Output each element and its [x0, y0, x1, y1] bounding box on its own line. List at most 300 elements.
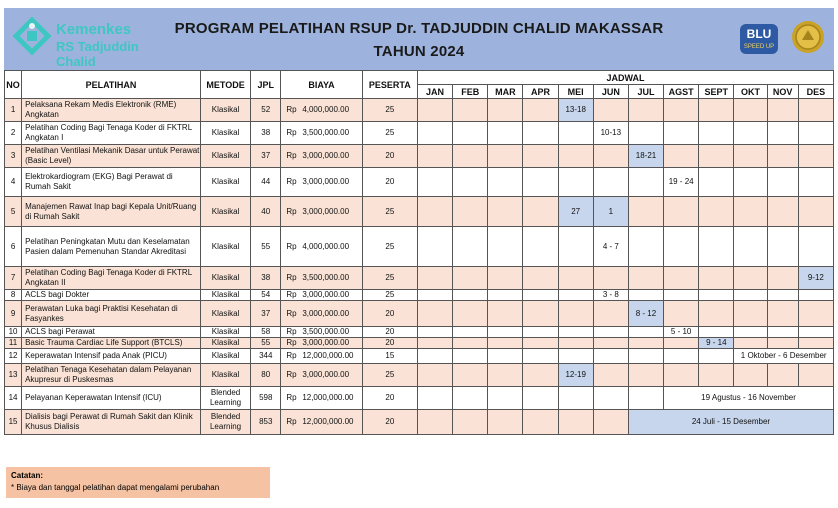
header-jadwal: JADWAL: [417, 71, 833, 85]
schedule-empty-cell: [798, 168, 833, 197]
logo-kemenkes-text: Kemenkes: [56, 21, 132, 38]
schedule-empty-cell: [734, 227, 767, 267]
participant-count: 20: [362, 387, 417, 410]
schedule-empty-cell: [798, 338, 833, 349]
participant-count: 25: [362, 267, 417, 290]
schedule-empty-cell: [523, 338, 558, 349]
schedule-empty-cell: [417, 338, 452, 349]
page-subtitle-year: TAHUN 2024: [373, 43, 465, 60]
schedule-empty-cell: [628, 387, 663, 410]
schedule-empty-cell: [664, 122, 699, 145]
schedule-empty-cell: [417, 410, 452, 435]
schedule-empty-cell: [664, 145, 699, 168]
schedule-empty-cell: [767, 338, 798, 349]
schedule-empty-cell: [699, 122, 734, 145]
training-jpl: 58: [251, 327, 281, 338]
schedule-empty-cell: [734, 145, 767, 168]
schedule-empty-cell: [558, 122, 593, 145]
training-name: Pelatihan Peningkatan Mutu dan Keselamatan Pasien dalam Pemenuhan Standar Akreditasi: [22, 227, 201, 267]
schedule-empty-cell: [453, 410, 488, 435]
schedule-date-cell: 27: [558, 197, 593, 227]
row-number: 13: [5, 364, 22, 387]
schedule-date-cell: 18-21: [628, 145, 663, 168]
currency-label: Rp: [286, 273, 297, 282]
schedule-empty-cell: [699, 349, 734, 364]
participant-count: 20: [362, 168, 417, 197]
schedule-empty-cell: [798, 327, 833, 338]
schedule-empty-cell: [664, 349, 699, 364]
row-number: 12: [5, 349, 22, 364]
schedule-empty-cell: [734, 301, 767, 327]
schedule-empty-cell: [664, 364, 699, 387]
table-row: [5, 122, 834, 145]
cost-amount: 12,000,000.00: [302, 417, 354, 426]
participant-count: 15: [362, 349, 417, 364]
schedule-empty-cell: [664, 290, 699, 301]
schedule-empty-cell: [699, 364, 734, 387]
header-metode: METODE: [200, 71, 250, 99]
schedule-range-bar: 24 Juli - 15 Desember: [628, 410, 833, 435]
schedule-empty-cell: [628, 267, 663, 290]
schedule-empty-cell: [593, 410, 628, 435]
schedule-empty-cell: [593, 145, 628, 168]
currency-label: Rp: [286, 338, 297, 347]
schedule-empty-cell: [488, 338, 523, 349]
notes-text: * Biaya dan tanggal pelatihan dapat mengalami perubahan: [11, 483, 220, 492]
training-cost: [281, 364, 362, 387]
training-cost: [281, 99, 362, 122]
schedule-empty-cell: [699, 327, 734, 338]
schedule-empty-cell: [628, 197, 663, 227]
schedule-empty-cell: [523, 387, 558, 410]
training-method: Klasikal: [200, 301, 250, 327]
training-name: Pelatihan Coding Bagi Tenaga Koder di FKTRL Angkatan II: [22, 267, 201, 290]
participant-count: 25: [362, 290, 417, 301]
row-number: 1: [5, 99, 22, 122]
training-cost: [281, 338, 362, 349]
schedule-date-cell: 12-19: [558, 364, 593, 387]
schedule-empty-cell: [523, 290, 558, 301]
schedule-empty-cell: [453, 349, 488, 364]
schedule-date-cell: 9 - 14: [699, 338, 734, 349]
schedule-empty-cell: [453, 168, 488, 197]
schedule-empty-cell: [734, 197, 767, 227]
training-jpl: 40: [251, 197, 281, 227]
training-name: Keperawatan Intensif pada Anak (PICU): [22, 349, 201, 364]
schedule-empty-cell: [798, 364, 833, 387]
schedule-range-bar: 1 Oktober - 6 Desember: [734, 349, 834, 364]
schedule-empty-cell: [767, 122, 798, 145]
schedule-empty-cell: [523, 197, 558, 227]
training-jpl: 52: [251, 99, 281, 122]
schedule-empty-cell: [488, 122, 523, 145]
month-header: FEB: [453, 85, 488, 99]
schedule-date-cell: 1: [593, 197, 628, 227]
row-number: 15: [5, 410, 22, 435]
schedule-empty-cell: [734, 168, 767, 197]
cost-amount: 4,000,000.00: [302, 241, 350, 251]
notes-title: Catatan:: [11, 471, 44, 480]
schedule-empty-cell: [734, 267, 767, 290]
schedule-empty-cell: [417, 99, 452, 122]
training-method: Klasikal: [200, 122, 250, 145]
schedule-empty-cell: [417, 145, 452, 168]
month-header: DES: [798, 85, 833, 99]
schedule-empty-cell: [558, 227, 593, 267]
training-name: Pelatihan Coding Bagi Tenaga Koder di FKTRL Angkatan I: [22, 122, 201, 145]
row-number: 7: [5, 267, 22, 290]
cost-amount: 3,000,000.00: [302, 370, 350, 379]
schedule-date-cell: 19 - 24: [664, 168, 699, 197]
participant-count: 25: [362, 122, 417, 145]
schedule-empty-cell: [798, 99, 833, 122]
schedule-empty-cell: [593, 387, 628, 410]
cost-amount: 3,000,000.00: [302, 151, 350, 160]
schedule-empty-cell: [664, 99, 699, 122]
schedule-date-cell: 8 - 12: [628, 301, 663, 327]
training-method: Klasikal: [200, 227, 250, 267]
participant-count: 25: [362, 227, 417, 267]
schedule-empty-cell: [417, 122, 452, 145]
month-header: NOV: [767, 85, 798, 99]
training-cost: [281, 267, 362, 290]
schedule-empty-cell: [558, 301, 593, 327]
schedule-empty-cell: [593, 338, 628, 349]
header-jpl: JPL: [251, 71, 281, 99]
schedule-empty-cell: [417, 227, 452, 267]
participant-count: 20: [362, 327, 417, 338]
schedule-empty-cell: [558, 327, 593, 338]
currency-label: Rp: [286, 393, 297, 402]
schedule-empty-cell: [699, 197, 734, 227]
table-row: [5, 410, 834, 435]
training-method: Klasikal: [200, 197, 250, 227]
table-row: [5, 99, 834, 122]
schedule-empty-cell: [699, 267, 734, 290]
month-header: JUL: [628, 85, 663, 99]
schedule-empty-cell: [767, 301, 798, 327]
schedule-empty-cell: [664, 301, 699, 327]
schedule-empty-cell: [767, 290, 798, 301]
schedule-empty-cell: [488, 301, 523, 327]
table-row: [5, 168, 834, 197]
schedule-empty-cell: [558, 168, 593, 197]
schedule-date-cell: 5 - 10: [664, 327, 699, 338]
training-cost: [281, 327, 362, 338]
participant-count: 20: [362, 338, 417, 349]
training-schedule-table: [4, 70, 834, 435]
schedule-empty-cell: [453, 364, 488, 387]
schedule-empty-cell: [488, 349, 523, 364]
training-cost: [281, 145, 362, 168]
schedule-empty-cell: [488, 227, 523, 267]
training-jpl: 54: [251, 290, 281, 301]
schedule-empty-cell: [417, 364, 452, 387]
schedule-empty-cell: [488, 168, 523, 197]
table-row: [5, 387, 834, 410]
schedule-empty-cell: [767, 364, 798, 387]
schedule-range-bar: 19 Agustus - 16 November: [664, 387, 834, 410]
training-cost: [281, 168, 362, 197]
schedule-empty-cell: [593, 364, 628, 387]
schedule-empty-cell: [523, 410, 558, 435]
schedule-date-cell: 13-18: [558, 99, 593, 122]
row-number: 8: [5, 290, 22, 301]
schedule-empty-cell: [734, 99, 767, 122]
schedule-empty-cell: [523, 227, 558, 267]
currency-label: Rp: [286, 128, 297, 137]
participant-count: 25: [362, 364, 417, 387]
cost-amount: 4,000,000.00: [302, 105, 350, 114]
schedule-empty-cell: [767, 227, 798, 267]
schedule-empty-cell: [628, 168, 663, 197]
schedule-date-cell: 3 - 8: [593, 290, 628, 301]
training-method: Klasikal: [200, 99, 250, 122]
schedule-date-cell: 4 - 7: [593, 227, 628, 267]
schedule-empty-cell: [593, 349, 628, 364]
schedule-empty-cell: [734, 364, 767, 387]
training-cost: [281, 197, 362, 227]
schedule-empty-cell: [488, 327, 523, 338]
schedule-empty-cell: [417, 387, 452, 410]
participant-count: 20: [362, 301, 417, 327]
schedule-empty-cell: [417, 301, 452, 327]
schedule-empty-cell: [488, 364, 523, 387]
training-name: ACLS bagi Perawat: [22, 327, 201, 338]
schedule-empty-cell: [417, 290, 452, 301]
row-number: 10: [5, 327, 22, 338]
schedule-empty-cell: [417, 349, 452, 364]
currency-label: Rp: [286, 241, 297, 251]
training-cost: [281, 387, 362, 410]
training-name: Pelayanan Keperawatan Intensif (ICU): [22, 387, 201, 410]
schedule-empty-cell: [558, 267, 593, 290]
schedule-empty-cell: [664, 227, 699, 267]
header-band: [4, 8, 834, 70]
table-row: [5, 364, 834, 387]
training-jpl: 55: [251, 338, 281, 349]
training-jpl: 37: [251, 145, 281, 168]
currency-label: Rp: [286, 105, 297, 114]
cost-amount: 3,500,000.00: [302, 128, 350, 137]
blu-logo: [740, 24, 778, 54]
currency-label: Rp: [286, 151, 297, 160]
schedule-empty-cell: [699, 301, 734, 327]
training-name: Pelaksana Rekam Medis Elektronik (RME) Angkatan: [22, 99, 201, 122]
training-jpl: 38: [251, 122, 281, 145]
row-number: 6: [5, 227, 22, 267]
schedule-empty-cell: [628, 290, 663, 301]
schedule-empty-cell: [628, 122, 663, 145]
schedule-empty-cell: [593, 267, 628, 290]
month-header: JAN: [417, 85, 452, 99]
training-jpl: 38: [251, 267, 281, 290]
cost-amount: 3,500,000.00: [302, 327, 350, 336]
training-jpl: 37: [251, 301, 281, 327]
row-number: 14: [5, 387, 22, 410]
schedule-empty-cell: [558, 338, 593, 349]
schedule-empty-cell: [453, 301, 488, 327]
schedule-empty-cell: [558, 290, 593, 301]
participant-count: 25: [362, 99, 417, 122]
schedule-empty-cell: [558, 387, 593, 410]
schedule-empty-cell: [523, 267, 558, 290]
schedule-empty-cell: [767, 99, 798, 122]
table-row: [5, 290, 834, 301]
schedule-empty-cell: [558, 145, 593, 168]
schedule-empty-cell: [628, 349, 663, 364]
training-cost: [281, 122, 362, 145]
currency-label: Rp: [286, 177, 297, 186]
logo-hospital-text: RS Tadjuddin Chalid: [56, 39, 139, 69]
schedule-empty-cell: [523, 145, 558, 168]
currency-label: Rp: [286, 327, 297, 336]
row-number: 5: [5, 197, 22, 227]
training-method: Klasikal: [200, 338, 250, 349]
schedule-empty-cell: [664, 197, 699, 227]
month-header: MEI: [558, 85, 593, 99]
schedule-empty-cell: [628, 99, 663, 122]
schedule-empty-cell: [417, 197, 452, 227]
table-row: [5, 338, 834, 349]
schedule-empty-cell: [628, 364, 663, 387]
cost-amount: 3,500,000.00: [302, 273, 350, 282]
training-name: Dialisis bagi Perawat di Rumah Sakit dan Klinik Khusus Dialisis: [22, 410, 201, 435]
schedule-empty-cell: [734, 338, 767, 349]
schedule-empty-cell: [523, 364, 558, 387]
training-cost: [281, 410, 362, 435]
schedule-empty-cell: [767, 327, 798, 338]
schedule-empty-cell: [523, 168, 558, 197]
schedule-empty-cell: [417, 168, 452, 197]
schedule-empty-cell: [798, 301, 833, 327]
table-row: [5, 267, 834, 290]
month-header: SEPT: [699, 85, 734, 99]
schedule-empty-cell: [798, 145, 833, 168]
schedule-empty-cell: [664, 338, 699, 349]
schedule-empty-cell: [699, 227, 734, 267]
training-method: Klasikal: [200, 168, 250, 197]
currency-label: Rp: [286, 417, 297, 426]
schedule-empty-cell: [488, 267, 523, 290]
training-cost: [281, 349, 362, 364]
schedule-empty-cell: [453, 327, 488, 338]
training-method: Klasikal: [200, 327, 250, 338]
currency-label: Rp: [286, 290, 297, 299]
training-cost: [281, 290, 362, 301]
schedule-empty-cell: [488, 197, 523, 227]
medal-icon: [791, 20, 825, 54]
schedule-empty-cell: [558, 349, 593, 364]
schedule-empty-cell: [593, 99, 628, 122]
training-jpl: 80: [251, 364, 281, 387]
schedule-empty-cell: [798, 122, 833, 145]
header-biaya: BIAYA: [281, 71, 362, 99]
training-jpl: 598: [251, 387, 281, 410]
row-number: 2: [5, 122, 22, 145]
schedule-empty-cell: [767, 267, 798, 290]
blu-logo-subtext: SPEED UP: [743, 44, 775, 50]
schedule-empty-cell: [767, 168, 798, 197]
schedule-empty-cell: [593, 168, 628, 197]
cost-amount: 3,000,000.00: [302, 308, 350, 318]
schedule-empty-cell: [628, 338, 663, 349]
schedule-empty-cell: [767, 145, 798, 168]
schedule-empty-cell: [488, 290, 523, 301]
schedule-empty-cell: [593, 301, 628, 327]
schedule-empty-cell: [628, 327, 663, 338]
table-row: [5, 349, 834, 364]
schedule-empty-cell: [488, 410, 523, 435]
schedule-empty-cell: [453, 267, 488, 290]
schedule-empty-cell: [453, 145, 488, 168]
table-row: [5, 197, 834, 227]
table-row: [5, 145, 834, 168]
training-method: Klasikal: [200, 145, 250, 168]
schedule-empty-cell: [798, 197, 833, 227]
schedule-empty-cell: [523, 349, 558, 364]
training-name: ACLS bagi Dokter: [22, 290, 201, 301]
schedule-empty-cell: [664, 267, 699, 290]
participant-count: 20: [362, 145, 417, 168]
schedule-empty-cell: [699, 168, 734, 197]
training-name: Elektrokardiogram (EKG) Bagi Perawat di Rumah Sakit: [22, 168, 201, 197]
cost-amount: 3,000,000.00: [302, 177, 350, 186]
currency-label: Rp: [286, 308, 297, 318]
blu-logo-text: BLU: [746, 27, 772, 41]
currency-label: Rp: [286, 206, 297, 216]
row-number: 3: [5, 145, 22, 168]
schedule-empty-cell: [453, 227, 488, 267]
month-header: JUN: [593, 85, 628, 99]
schedule-empty-cell: [523, 122, 558, 145]
month-header: MAR: [488, 85, 523, 99]
training-method: Blended Learning: [200, 387, 250, 410]
training-method: Klasikal: [200, 290, 250, 301]
month-header: APR: [523, 85, 558, 99]
schedule-empty-cell: [734, 327, 767, 338]
month-header: OKT: [734, 85, 767, 99]
currency-label: Rp: [286, 351, 297, 360]
page-title: PROGRAM PELATIHAN RSUP Dr. TADJUDDIN CHALID MAKASSAR: [174, 20, 664, 37]
schedule-empty-cell: [453, 387, 488, 410]
schedule-empty-cell: [453, 122, 488, 145]
schedule-empty-cell: [798, 227, 833, 267]
cost-amount: 12,000,000.00: [302, 351, 354, 360]
schedule-empty-cell: [453, 338, 488, 349]
cost-amount: 12,000,000.00: [302, 393, 354, 402]
training-name: Perawatan Luka bagi Praktisi Kesehatan di Fasyankes: [22, 301, 201, 327]
schedule-empty-cell: [523, 301, 558, 327]
table-row: [5, 327, 834, 338]
training-cost: [281, 301, 362, 327]
notes-box: [6, 467, 270, 498]
cost-amount: 3,000,000.00: [302, 290, 350, 299]
currency-label: Rp: [286, 370, 297, 379]
training-name: Basic Trauma Cardiac Life Support (BTCLS): [22, 338, 201, 349]
participant-count: 25: [362, 197, 417, 227]
schedule-empty-cell: [488, 99, 523, 122]
training-jpl: 853: [251, 410, 281, 435]
row-number: 4: [5, 168, 22, 197]
schedule-empty-cell: [523, 327, 558, 338]
table-row: [5, 301, 834, 327]
training-jpl: 44: [251, 168, 281, 197]
schedule-empty-cell: [523, 99, 558, 122]
training-name: Manajemen Rawat Inap bagi Kepala Unit/Ruang di Rumah Sakit: [22, 197, 201, 227]
header-no: NO: [5, 71, 22, 99]
schedule-empty-cell: [767, 197, 798, 227]
